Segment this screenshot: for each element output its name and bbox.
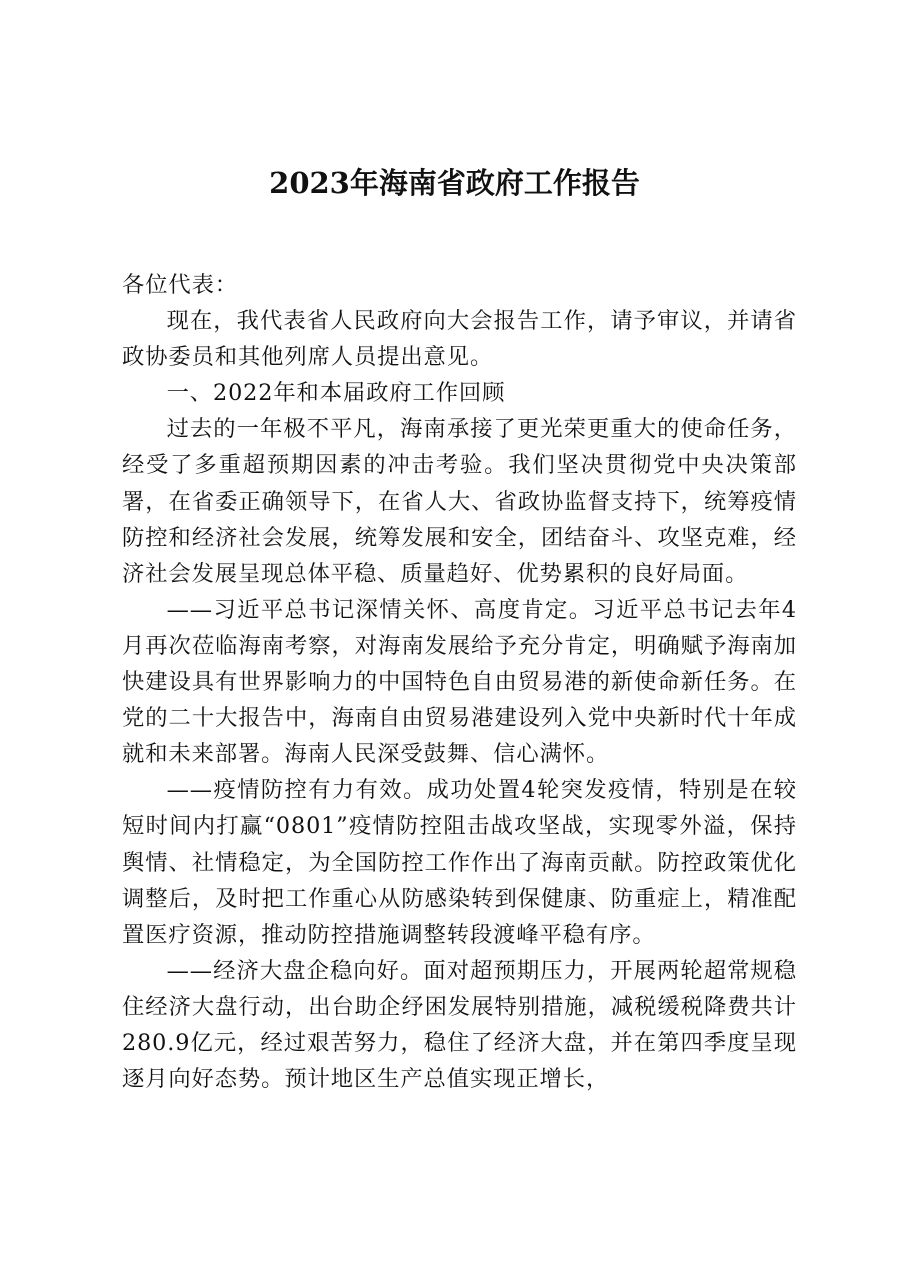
paragraph-epidemic: ——疫情防控有力有效。成功处置4轮突发疫情，特别是在较短时间内打赢“0801”疫情防控阻击战攻坚战，实现零外溢，保持舆情、社情稳定，为全国防控工作作出了海南贡献。防控政策优化调整后，及时把工作重心从防感染转到保健康、防重症上，精准配置医疗资源，推动防控措施调整转段渡峰平稳有序。 xyxy=(122,777,797,948)
salutation: 各位代表： xyxy=(122,272,238,298)
paragraph-overview: 过去的一年极不平凡，海南承接了更光荣更重大的使命任务，经受了多重超预期因素的冲击考验。我们坚决贯彻党中央决策部署，在省委正确领导下，在省人大、省政协监督支持下，统筹疫情防控和经济社会发展，统筹发展和安全，团结奋斗、攻坚克难，经济社会发展呈现总体平稳、质量趋好、优势累积的良好局面。 xyxy=(122,416,797,587)
section-heading-review: 一、2022年和本届政府工作回顾 xyxy=(166,380,506,407)
document-body xyxy=(122,267,797,1097)
paragraph-intro: 现在，我代表省人民政府向大会报告工作，请予审议，并请省政协委员和其他列席人员提出意见。 xyxy=(122,308,797,371)
paragraph-care: ——习近平总书记深情关怀、高度肯定。习近平总书记去年4月再次莅临海南考察，对海南发展给予充分肯定，明确赋予海南加快建设具有世界影响力的中国特色自由贸易港的新使命新任务。在党的二十大报告中，海南自由贸易港建设列入党中央新时代十年成就和未来部署。海南人民深受鼓舞、信心满怀。 xyxy=(122,596,797,768)
document-title: 2023年海南省政府工作报告 xyxy=(269,166,640,200)
paragraph-economy: ——经济大盘企稳向好。面对超预期压力，开展两轮超常规稳住经济大盘行动，出台助企纾困发展特别措施，减税缓税降费共计280.9亿元，经过艰苦努力，稳住了经济大盘，并在第四季度呈现逐月向好态势。预计地区生产总值实现正增长， xyxy=(122,957,797,1093)
